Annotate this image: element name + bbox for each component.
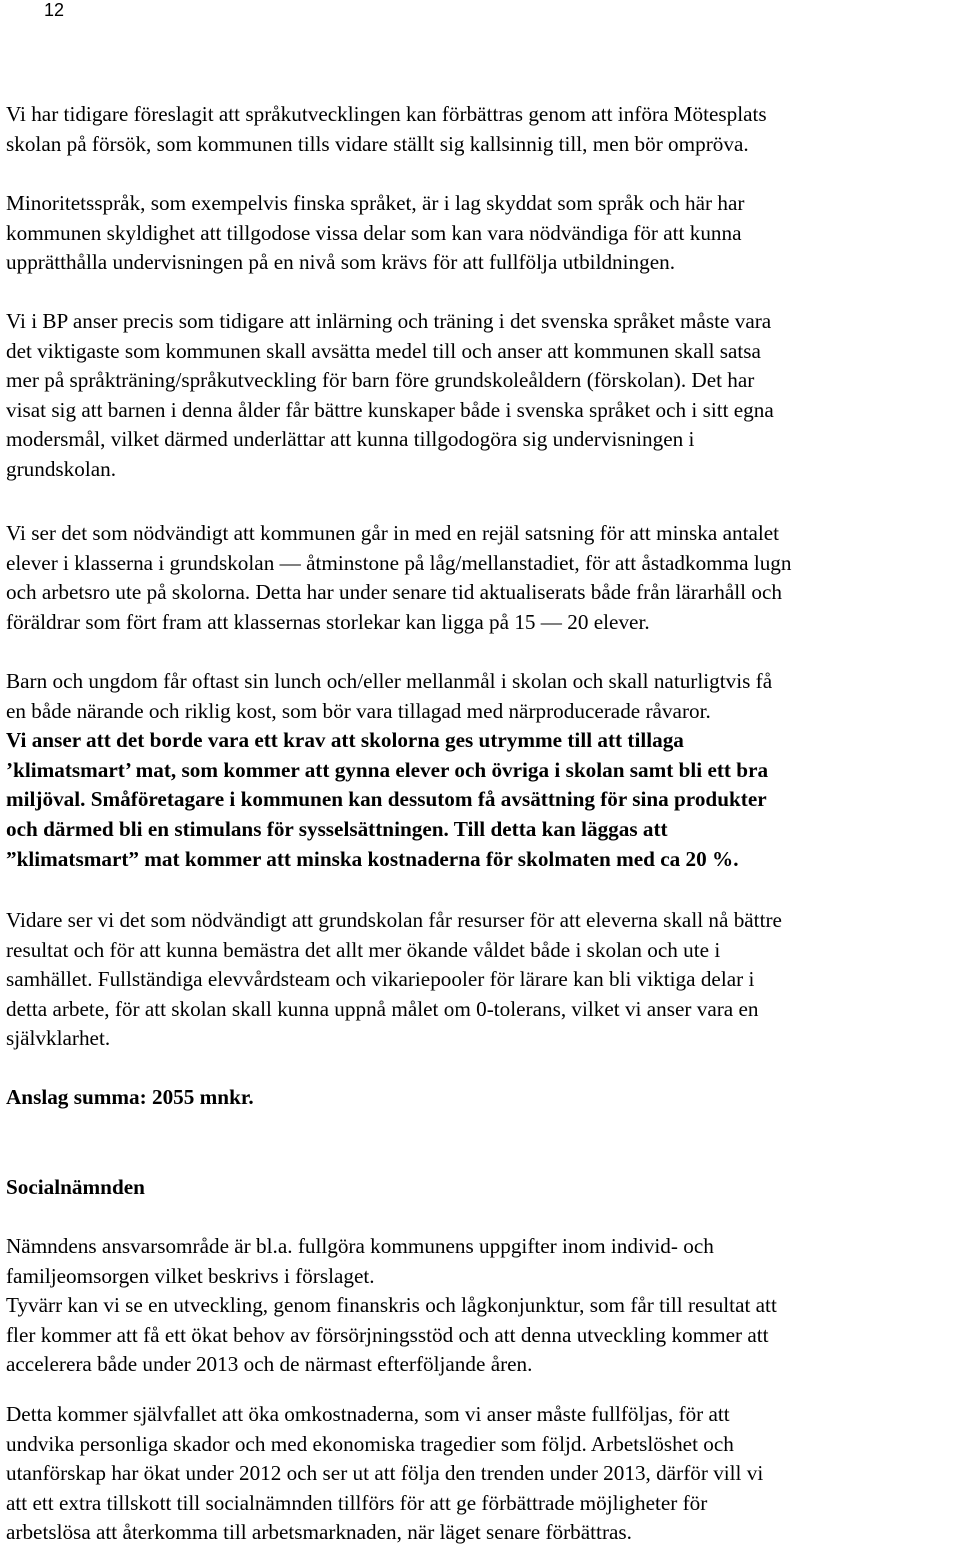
text-line: och arbetsro ute på skolorna. Detta har under senare tid aktualiserats både från lärarhåll och [6,580,782,605]
bold-text-line: ’klimatsmart’ mat, som kommer att gynna elever och övriga i skolan samt bli ett bra [6,757,769,782]
bold-text-line: miljöval. Småföretagare i kommunen kan dessutom få avsättning för sina produkter [6,787,767,812]
text-line: resultat och för att kunna bemästra det allt mer ökande våldet både i skolan och ute i [6,937,721,962]
paragraph-unemployment [6,1400,956,1548]
text-line: mer på språkträning/språkutveckling för barn före grundskoleåldern (förskolan). Det har [6,368,755,393]
text-line: självklarhet. [6,1026,111,1051]
text-line: elever i klasserna i grundskolan — åtminstone på låg/mellanstadiet, för att åstadkomma lugn [6,550,792,575]
paragraph-swedish-language [6,307,956,485]
paragraph-class-size [6,519,956,637]
text-line: Vi ser det som nödvändigt att kommunen går in med en rejäl satsning för att minska antalet [6,521,780,545]
text-line: det viktigaste som kommunen skall avsätta medel till och anser att kommunen skall satsa [6,338,761,363]
text-line: samhället. Fullständiga elevvårdsteam och vikariepooler för lärare kan bli viktiga delar i [6,967,755,992]
text-line: en både närande och riklig kost, som bör vara tillagad med närproducerade råvaror. [6,698,711,723]
text-line: familjeomsorgen vilket beskrivs i förslaget. [6,1263,375,1288]
section-title: Socialnämnden [6,1175,145,1199]
text-line: föräldrar som fört fram att klassernas storlekar kan ligga på 15 — 20 elever. [6,609,650,634]
text-line: utanförskap har ökat under 2012 och ser ut att följa den trenden under 2013, därför vill vi [6,1461,764,1486]
text-line: Vi har tidigare föreslagit att språkutvecklingen kan förbättras genom att införa Mötesplats [6,102,767,126]
allocation-total: Anslag summa: 2055 mnkr. [6,1085,254,1109]
text-line: att ett extra tillskott till socialnämnden tillförs för att ge förbättrade möjligheter för [6,1490,708,1515]
bold-text-line: ”klimatsmart” mat kommer att minska kostnaderna för skolmaten med ca 20 %. [6,846,739,871]
text-line: detta arbete, för att skolan skall kunna uppnå målet om 0-tolerans, vilket vi anser vara en [6,996,759,1021]
text-line: upprätthålla undervisningen på en nivå som krävs för att fullfölja utbildningen. [6,250,676,275]
paragraph-meeting-place [6,100,956,159]
text-line: arbetslösa att återkomma till arbetsmarknaden, när läget senare förbättras. [6,1520,632,1545]
text-line: Vidare ser vi det som nödvändigt att grundskolan får resurser för att eleverna skall nå bättre [6,908,782,932]
text-line: accelerera både under 2013 och de närmast efterföljande åren. [6,1352,533,1377]
paragraph-school-lunch [6,667,956,874]
text-line: skolan på försök, som kommunen tills vidare ställt sig kallsinnig till, men bör ompröva. [6,131,749,156]
text-line: Detta kommer självfallet att öka omkostnaderna, som vi anser måste fullföljas, för att [6,1402,730,1426]
paragraph-school-resources [6,906,956,1054]
text-line: Vi i BP anser precis som tidigare att inlärning och träning i det svenska språket måste vara [6,309,772,333]
page-number: 12 [44,0,65,20]
section-heading-socialnamnden [6,1173,956,1203]
allocation-summary [6,1083,956,1113]
text-line: kommunen skyldighet att tillgodose vissa delar som kan vara nödvändiga för att kunna [6,220,742,245]
text-line: grundskolan. [6,456,117,481]
text-line: visat sig att barnen i denna ålder får bättre kunskaper både i svenska språket och i sitt egna [6,397,774,422]
text-line: Minoritetsspråk, som exempelvis finska språket, är i lag skyddat som språk och här har [6,191,745,215]
text-line: modersmål, vilket därmed underlättar att kunna tillgodogöra sig undervisningen i [6,427,695,452]
paragraph-minority-languages [6,189,956,278]
paragraph-committee-scope [6,1232,956,1380]
text-line: Tyvärr kan vi se en utveckling, genom finanskris och lågkonjunktur, som får till resultat att [6,1293,777,1318]
text-line: fler kommer att få ett ökat behov av försörjningsstöd och att denna utveckling kommer att [6,1322,769,1347]
text-line: Nämndens ansvarsområde är bl.a. fullgöra kommunens uppgifter inom individ- och [6,1234,714,1258]
bold-text-line: Vi anser att det borde vara ett krav att skolorna ges utrymme till att tillaga [6,728,684,753]
text-line: Barn och ungdom får oftast sin lunch och/eller mellanmål i skolan och skall naturligtvis få [6,669,773,693]
text-line: undvika personliga skador och med ekonomiska tragedier som följd. Arbetslöshet och [6,1431,734,1456]
bold-text-line: och därmed bli en stimulans för sysselsättningen. Till detta kan läggas att [6,816,668,841]
